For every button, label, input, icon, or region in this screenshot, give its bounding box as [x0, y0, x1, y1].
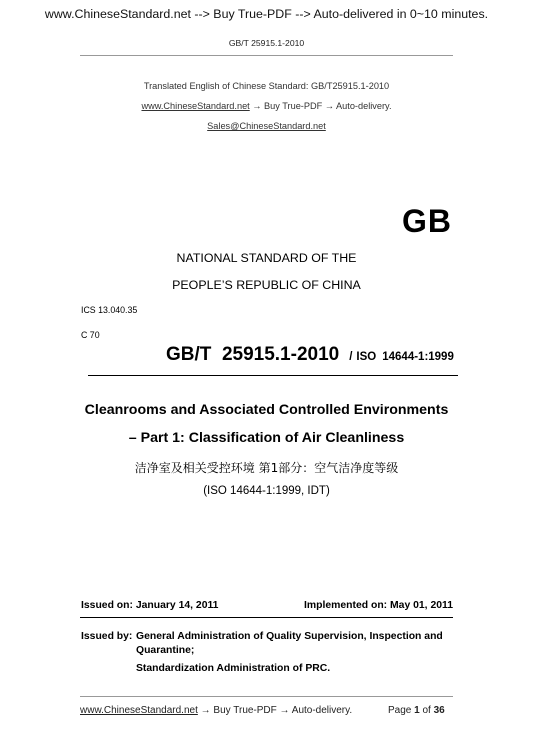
title-line-1: Cleanrooms and Associated Controlled Environments [84, 402, 449, 418]
footer-purchase-line [80, 705, 352, 716]
iso-label: ISO [356, 351, 377, 363]
translation-note: Translated English of Chinese Standard: GB/T25915.1-2010 [143, 81, 390, 91]
implemented-date: Implemented on: May 01, 2011 [304, 600, 453, 611]
standard-divider [88, 375, 458, 376]
total-pages: 36 [433, 705, 445, 716]
translation-purchase-line [0, 101, 533, 111]
title-line-2: – Part 1: Classification of Air Cleanliness [128, 430, 405, 446]
chinesestandard-link[interactable]: www.ChineseStandard.net [141, 101, 250, 111]
header-divider [80, 55, 453, 56]
national-standard-heading: NATIONAL STANDARD OF THE [176, 251, 357, 265]
page-indicator [388, 705, 445, 716]
issued-date: Issued on: January 14, 2011 [81, 600, 219, 611]
page-label: Page [388, 705, 412, 716]
page-number: 1 [414, 705, 420, 716]
issuer-org-1: General Administration of Quality Supervision, Inspection and [136, 631, 443, 642]
ics-code: ICS 13.040.35 [81, 305, 138, 315]
top-banner: www.ChineseStandard.net --> Buy True-PDF --> Auto-delivered in 0~10 minutes. [44, 7, 489, 21]
ccs-code: C 70 [81, 330, 100, 340]
iso-equivalence: (ISO 14644-1:1999, IDT) [203, 485, 330, 497]
issuer-label: Issued by: [81, 631, 133, 642]
standard-separator: / [349, 351, 353, 363]
header-standard-code: GB/T 25915.1-2010 [228, 38, 305, 48]
purchase-text: → Buy True-PDF → Auto-delivery. [249, 101, 392, 111]
sales-email-line [0, 121, 533, 131]
country-heading: PEOPLE’S REPUBLIC OF CHINA [172, 278, 361, 292]
issuer-org-1-continued: Quarantine; [136, 645, 195, 656]
iso-number: 14644-1:1999 [382, 351, 454, 363]
gb-logo: GB [402, 203, 452, 239]
of-label: of [422, 705, 431, 716]
chinese-title: 洁净室及相关受控环境 第1部分：空气洁净度等级 [134, 461, 399, 475]
standard-number: GB/T 25915.1-2010 [166, 344, 340, 365]
standard-number-row [166, 344, 454, 366]
footer-purchase-text: → Buy True-PDF → Auto-delivery. [197, 705, 353, 716]
footer-divider [80, 696, 453, 697]
footer-link[interactable]: www.ChineseStandard.net [80, 705, 198, 716]
dates-divider [80, 617, 453, 618]
issuer-org-2: Standardization Administration of PRC. [136, 663, 331, 674]
sales-email-link[interactable]: Sales@ChineseStandard.net [207, 121, 326, 131]
